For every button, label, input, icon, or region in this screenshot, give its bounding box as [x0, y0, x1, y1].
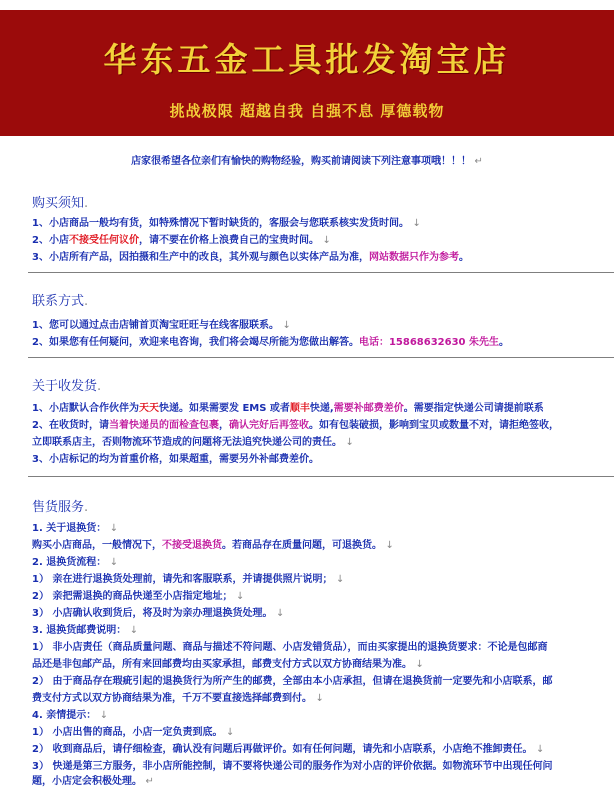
contact-phone: 电话：15868632630 朱先生: [358, 337, 499, 348]
purchase-line-1: 1、小店商品一般均有货，如特殊情况下暂时缺货的，客服会与您联系核实发货时间。 ↓: [32, 218, 421, 229]
aftersale-s3-line-1-cont: 品还是非包邮产品，所有来回邮费均由买家承担，邮费支付方式以双方协商结果为准。 ↓: [32, 659, 424, 670]
store-slogan: 挑战极限 超越自我 自强不息 厚德载物: [169, 102, 445, 120]
shipping-line-1: 1、小店默认合作伙伴为天天快递。如果需要发 EMS 或者顺丰快递,需要补邮费差价。需要指定快递公司请提前联系: [32, 403, 544, 414]
aftersale-s3-line-2-cont: 费支付方式以双方协商结果为准，千万不要直接选择邮费到付。 ↓: [32, 693, 324, 704]
aftersale-s4-line-3: 3） 快递是第三方服务，非小店所能控制，请不要将快递公司的服务作为对小店的评价依据。如物流环节中出现任何问: [32, 761, 553, 772]
aftersale-s2-line-3: 3） 小店确认收到货后，将及时为亲办理退换货处理。 ↓: [32, 608, 285, 619]
section-heading-purchase: 购买须知.: [32, 196, 89, 211]
store-banner: [0, 10, 614, 136]
purchase-line-3: 3、小店所有产品，因拍摄和生产中的改良，其外观与颜色以实体产品为准，网站数据只作为参考。: [32, 252, 469, 263]
aftersale-s2-title: 2. 退换货流程： ↓: [32, 557, 119, 568]
store-title: 华东五金工具批发淘宝店: [103, 40, 511, 79]
aftersale-s1-text: 购买小店商品，一般情况下，不接受退换货。若商品存在质量问题，可退换货。 ↓: [32, 540, 394, 551]
contact-line-1: 1、您可以通过点击店铺首页淘宝旺旺与在线客服联系。 ↓: [32, 320, 291, 331]
notice-text: 店家很希望各位亲们有愉快的购物经验，购买前请阅读下列注意事项哦！！！ ↵: [131, 156, 483, 167]
divider: [28, 476, 614, 477]
aftersale-s4-line-1: 1） 小店出售的商品，小店一定负责到底。 ↓: [32, 727, 235, 738]
divider: [28, 357, 614, 358]
shipping-line-3: 3、小店标记的均为首重价格，如果超重，需要另外补邮费差价。: [32, 454, 319, 465]
aftersale-s1-title: 1. 关于退换货： ↓: [32, 523, 119, 534]
aftersale-s4-title: 4. 亲情提示： ↓: [32, 710, 109, 721]
section-heading-shipping: 关于收发货.: [32, 379, 102, 394]
purchase-line-2: 2、小店不接受任何议价，请不要在价格上浪费自己的宝贵时间。 ↓: [32, 235, 331, 246]
shipping-line-2: 2、在收货时，请当着快递员的面检查包裹，确认完好后再签收。如有包装破损，影响到宝贝或数量不对，请拒绝签收，: [32, 420, 559, 431]
aftersale-s3-line-1: 1） 非小店责任（商品质量问题、商品与描述不符问题、小店发错货品），而由买家提出的退换货要求：不论是包邮商: [32, 642, 548, 653]
aftersale-s3-title: 3. 退换货邮费说明： ↓: [32, 625, 139, 636]
contact-line-2: 2、如果您有任何疑问，欢迎来电咨询，我们将会竭尽所能为您做出解答。电话：15868632630 朱先生。: [32, 337, 509, 348]
aftersale-s3-line-2: 2） 由于商品存在瑕疵引起的退换货行为所产生的邮费，全部由本小店承担，但请在退换货前一定要先和小店联系，邮: [32, 676, 553, 687]
shipping-line-2-cont: 立即联系店主，否则物流环节造成的问题将无法追究快递公司的责任。 ↓: [32, 437, 354, 448]
divider: [28, 272, 614, 273]
aftersale-s4-line-2: 2） 收到商品后，请仔细检查，确认没有问题后再做评价。如有任何问题，请先和小店联系，小店绝不推卸责任。 ↓: [32, 744, 545, 755]
aftersale-s2-line-1: 1） 亲在进行退换货处理前，请先和客服联系，并请提供照片说明； ↓: [32, 574, 345, 585]
section-heading-contact: 联系方式.: [32, 294, 89, 309]
aftersale-s2-line-2: 2） 亲把需退换的商品快递至小店指定地址； ↓: [32, 591, 245, 602]
section-heading-aftersale: 售货服务.: [32, 500, 89, 515]
aftersale-s4-line-3-cont: 题，小店定会积极处理。 ↵: [32, 776, 154, 787]
